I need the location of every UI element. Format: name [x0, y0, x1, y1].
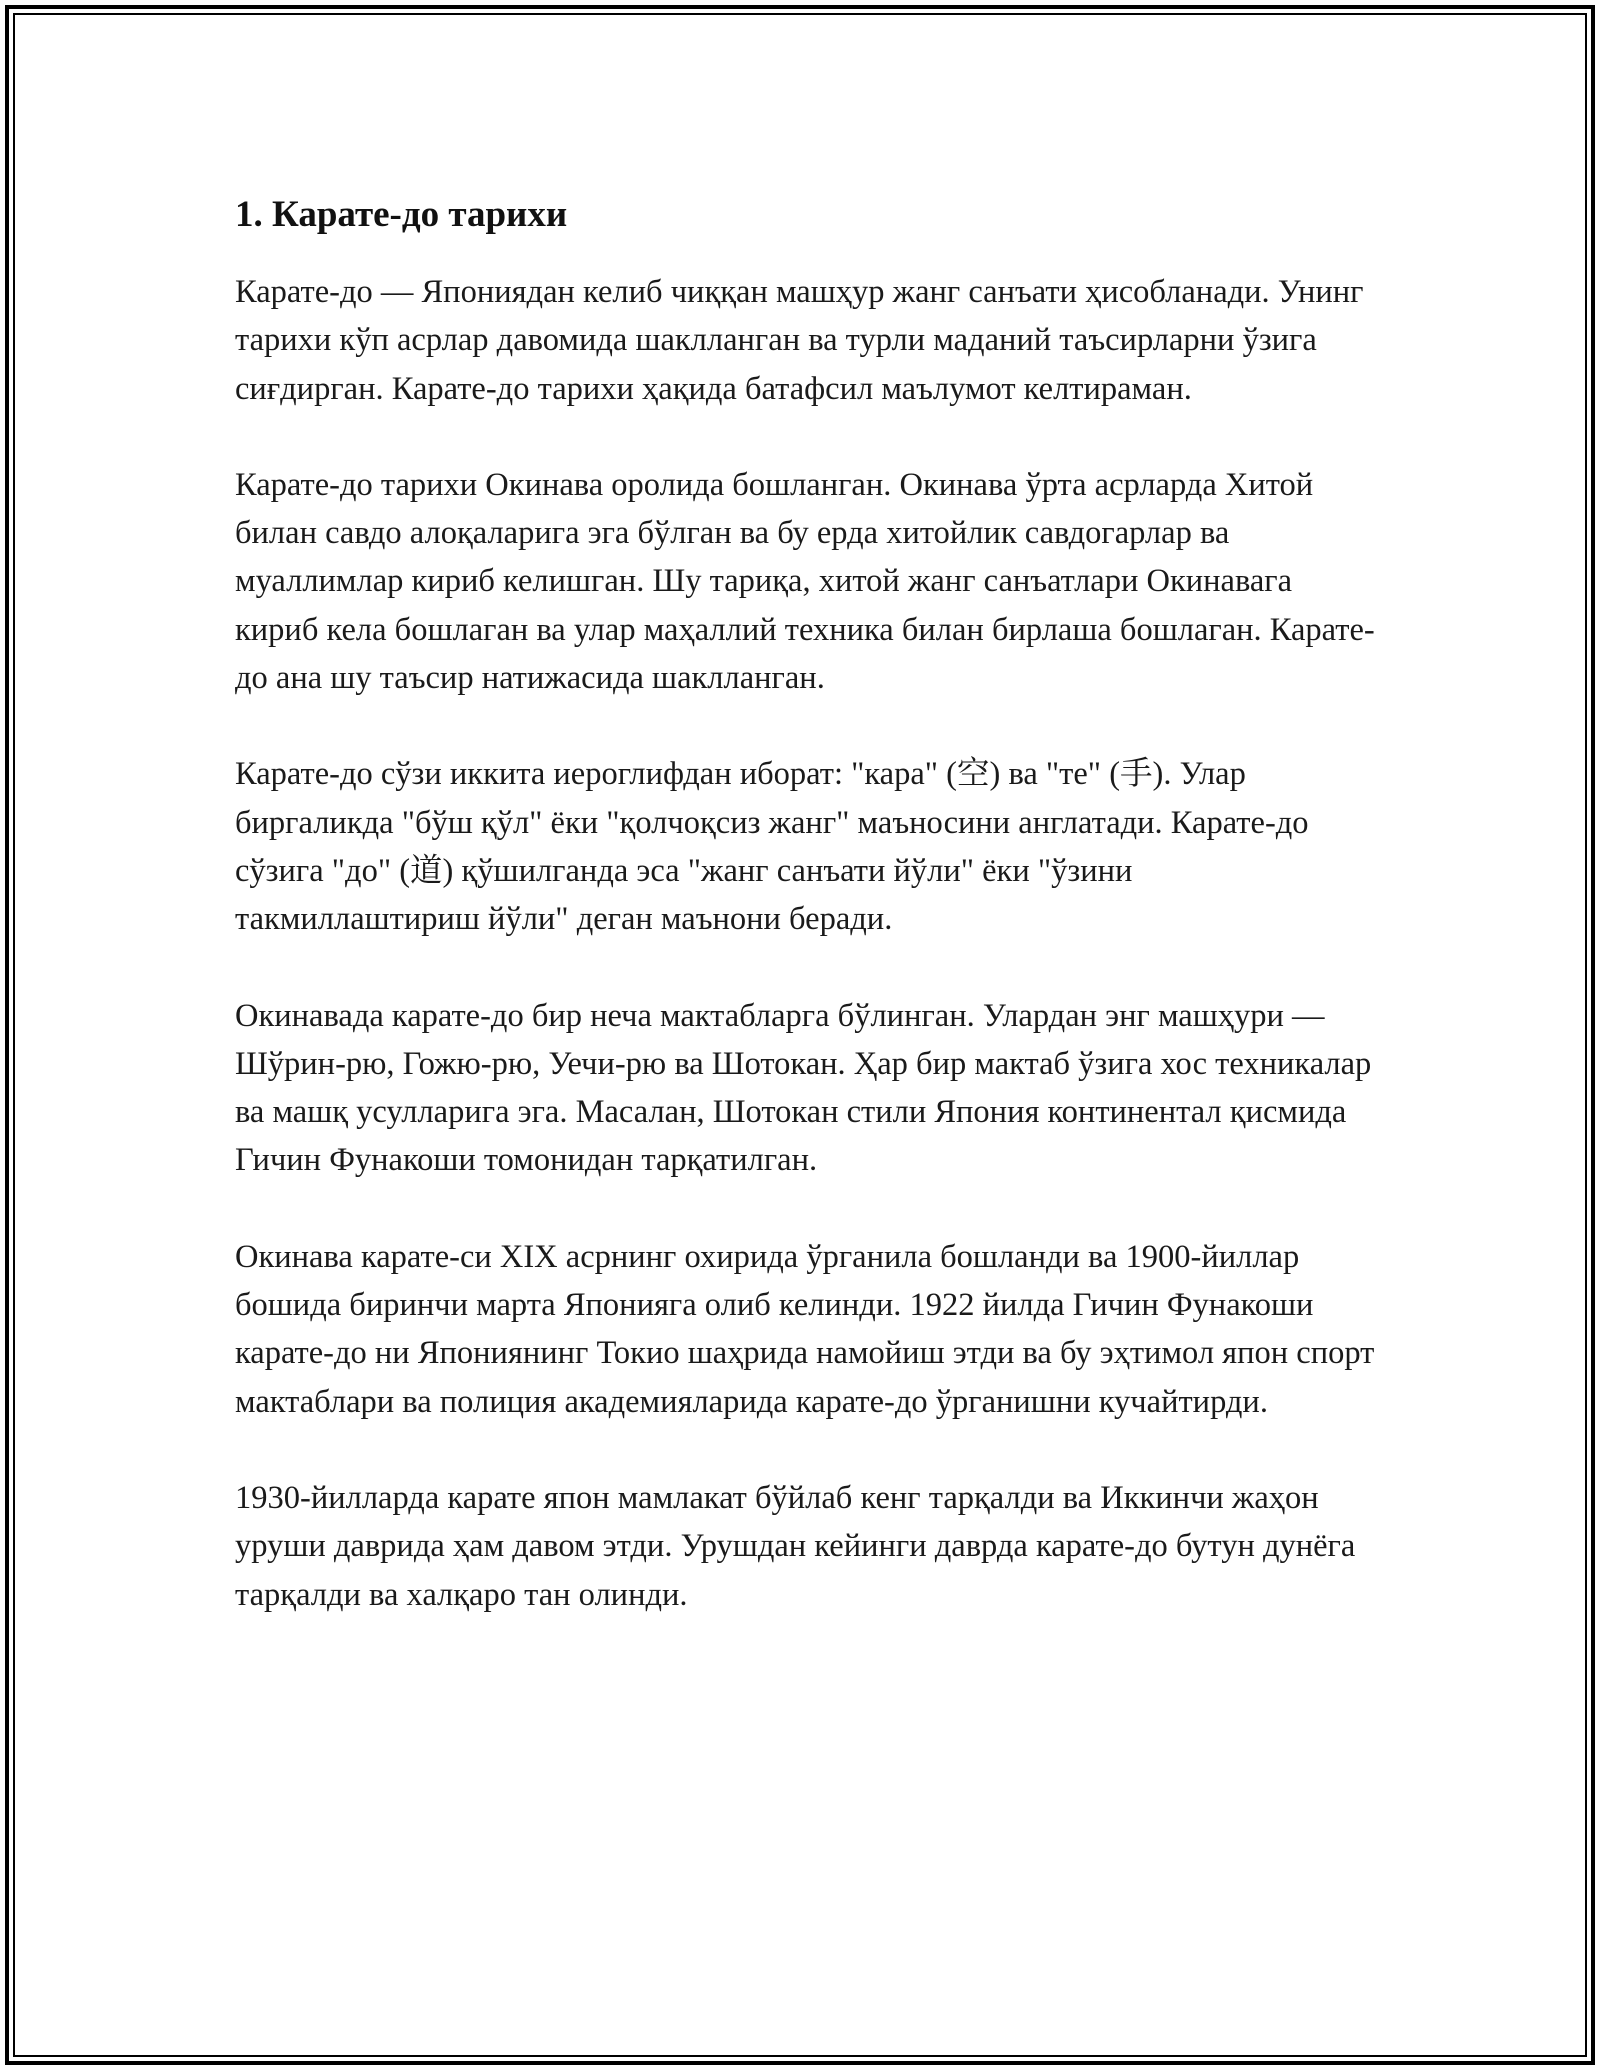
paragraph-okinawa-origins: Карате-до тарихи Окинава оролида бошланган. Окинава ўрта асрларда Хитой билан савдо алоқаларига эга бўлган ва бу ерда хитойлик савдогарлар ва муаллимлар кириб келишган. Шу тариқа, хитой жанг санъатлари Окинавага кириб кела бошлаган ва улар маҳаллий техника билан бирлаша бошлаган. Карате-до ана шу таъсир натижасида шаклланган.	[235, 466, 1375, 697]
paragraph-etymology: Карате-до сўзи иккита иероглифдан иборат: "кара" (空) ва "те" (手). Улар биргаликда "бўш қўл" ёки "қолчоқсиз жанг" маъносини англатади. Карате-до сўзига "до" (道) қўшилганда эса "жанг санъати йўли" ёки "ўзини такмиллаштириш йўли" деган маънони беради.	[235, 756, 1309, 938]
paragraph-worldwide: 1930-йилларда карате япон мамлакат бўйлаб кенг тарқалди ва Иккинчи жаҳон уруши даврида ҳам давом этди. Урушдан кейинги даврда карате-до бутун дунёга тарқалди ва халқаро тан олинди.	[235, 1479, 1356, 1613]
paragraph-schools: Окинавада карате-до бир неча мактабларга бўлинган. Улардан энг машҳури — Шўрин-рю, Гожю-рю, Уечи-рю ва Шотокан. Ҳар бир мактаб ўзига хос техникалар ва машқ усулларига эга. Масалан, Шотокан стили Япония континентал қисмида Гичин Фунакоши томонидан тарқатилган.	[235, 997, 1372, 1179]
paragraph-intro: Карате-до — Япониядан келиб чиққан машҳур жанг санъати ҳисобланади. Унинг тарихи кўп асрлар давомида шаклланган ва турли маданий таъсирларни ўзига сиғдирган. Карате-до тарихи ҳақида батафсил маълумот келтираман.	[235, 274, 1364, 407]
paragraph-spread-to-japan: Окинава карате-си XIX асрнинг охирида ўрганила бошланди ва 1900-йиллар бошида биринчи марта Японияга олиб келинди. 1922 йилда Гичин Фунакоши карате-до ни Япониянинг Токио шаҳрида намойиш этди ва бу эҳтимол япон спорт мактаблари ва полиция академияларида карате-до ўрганишни кучайтирди.	[235, 1238, 1375, 1420]
document-body	[235, 190, 1375, 1619]
section-heading: 1. Карате-до тарихи	[235, 194, 568, 235]
